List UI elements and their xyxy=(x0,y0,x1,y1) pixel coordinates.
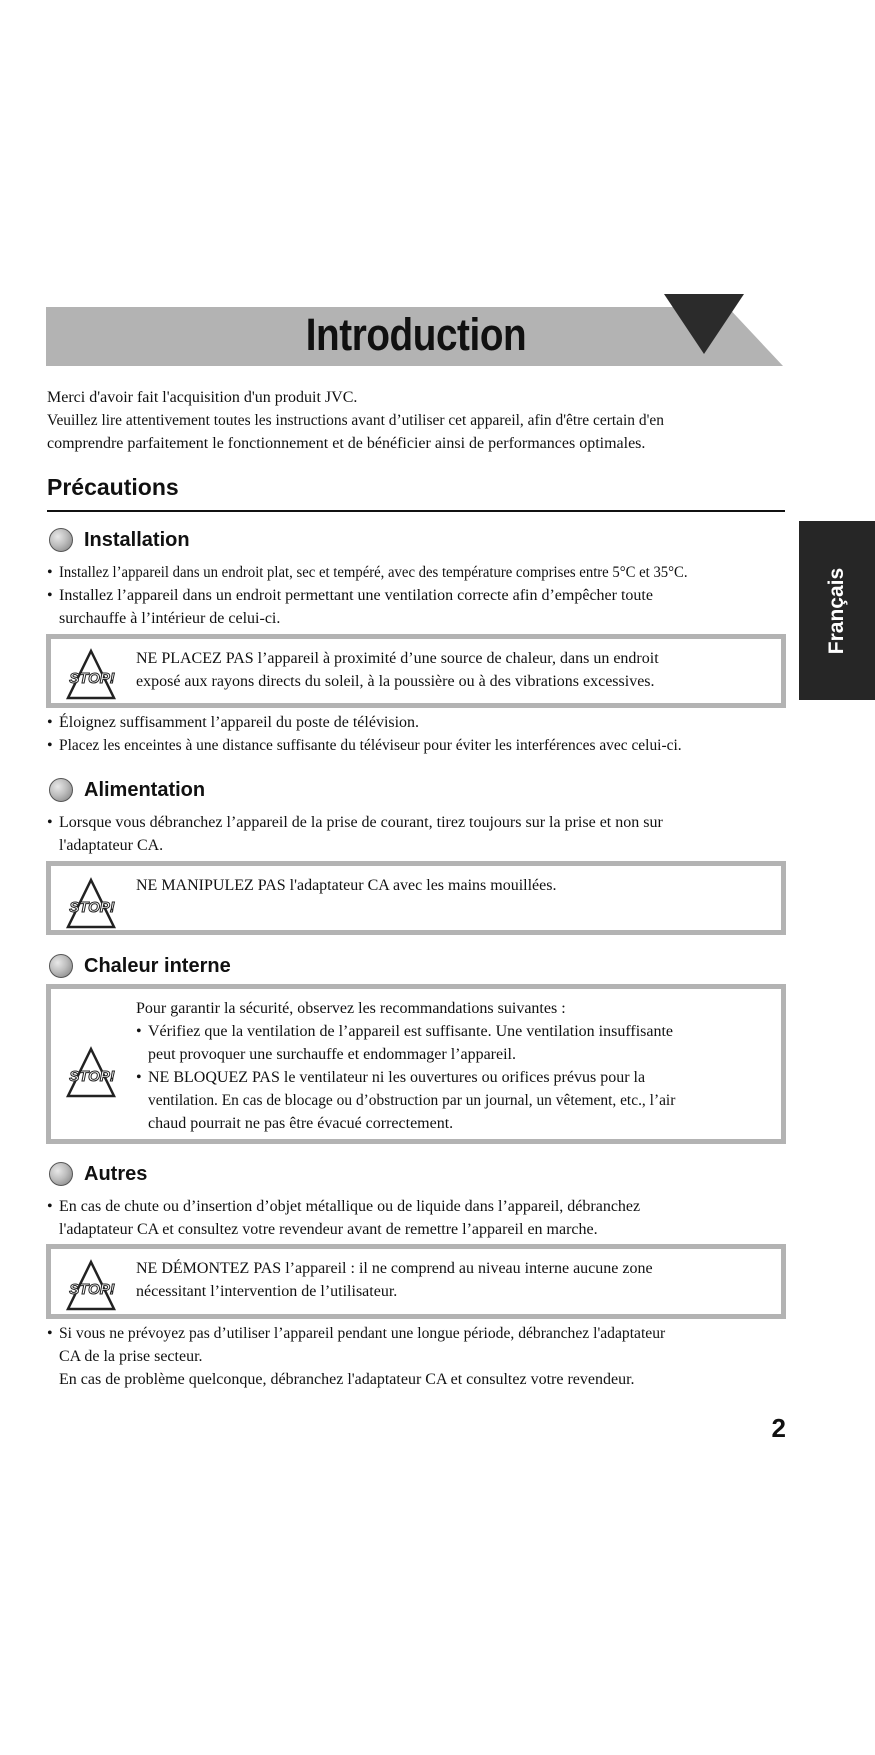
subheading-label: Installation xyxy=(84,529,190,551)
page-number: 2 xyxy=(771,1413,786,1443)
language-tab xyxy=(799,521,875,700)
page-title: Introduction xyxy=(305,309,527,360)
warning-text: exposé aux rayons directs du soleil, à la poussière ou à des vibrations excessives. xyxy=(136,673,655,690)
subheading-label: Chaleur interne xyxy=(84,955,231,977)
svg-text:STOP!: STOP! xyxy=(69,1281,115,1298)
warning-text: NE DÉMONTEZ PAS l’appareil : il ne comprend au niveau interne aucune zone xyxy=(136,1260,653,1277)
stop-warning-icon xyxy=(65,648,117,702)
intro-line: Merci d'avoir fait l'acquisition d'un produit JVC. xyxy=(47,389,358,406)
warning-text: ventilation. En cas de blocage ou d’obstruction par un journal, un vêtement, etc., l’air xyxy=(148,1092,676,1109)
warning-list-item: • xyxy=(136,1069,142,1086)
section-rule xyxy=(47,510,785,512)
svg-text:STOP!: STOP! xyxy=(69,670,115,687)
subheading-label: Autres xyxy=(84,1163,148,1185)
svg-text:STOP!: STOP! xyxy=(69,1068,115,1085)
subheading-label: Alimentation xyxy=(84,779,206,801)
warning-text: Pour garantir la sécurité, observez les recommandations suivantes : xyxy=(136,1000,566,1017)
stop-warning-icon xyxy=(65,1259,117,1313)
warning-box xyxy=(46,634,786,708)
stop-warning-icon xyxy=(65,877,117,931)
bullet-circle-icon xyxy=(49,528,73,552)
section-heading: Précautions xyxy=(47,474,179,500)
warning-text: NE BLOQUEZ PAS le ventilateur ni les ouvertures ou orifices prévus pour la xyxy=(148,1069,646,1086)
svg-text:STOP!: STOP! xyxy=(69,899,115,916)
intro-line: Veuillez lire attentivement toutes les instructions avant d’utiliser cet appareil, afin d'être certain d'en xyxy=(47,412,664,429)
warning-list-item: • xyxy=(136,1023,142,1040)
bullet-circle-icon xyxy=(49,778,73,802)
warning-text: peut provoquer une surchauffe et endommager l’appareil. xyxy=(148,1046,516,1063)
warning-text: Vérifiez que la ventilation de l’appareil est suffisante. Une ventilation insuffisante xyxy=(148,1023,674,1040)
warning-box xyxy=(46,984,786,1144)
warning-text: NE MANIPULEZ PAS l'adaptateur CA avec les mains mouillées. xyxy=(136,877,557,894)
warning-text: NE PLACEZ PAS l’appareil à proximité d’une source de chaleur, dans un endroit xyxy=(136,650,659,667)
warning-box xyxy=(46,861,786,935)
stop-warning-icon xyxy=(65,1046,117,1100)
bullet-circle-icon xyxy=(49,1162,73,1186)
intro-line: comprendre parfaitement le fonctionnement et de bénéficier ainsi de performances optimales. xyxy=(47,435,646,452)
language-tab-label: Français xyxy=(825,567,848,654)
warning-text: nécessitant l’intervention de l’utilisateur. xyxy=(136,1283,398,1300)
warning-text: chaud pourrait ne pas être évacué correctement. xyxy=(148,1115,454,1132)
bullet-circle-icon xyxy=(49,954,73,978)
warning-box xyxy=(46,1244,786,1319)
